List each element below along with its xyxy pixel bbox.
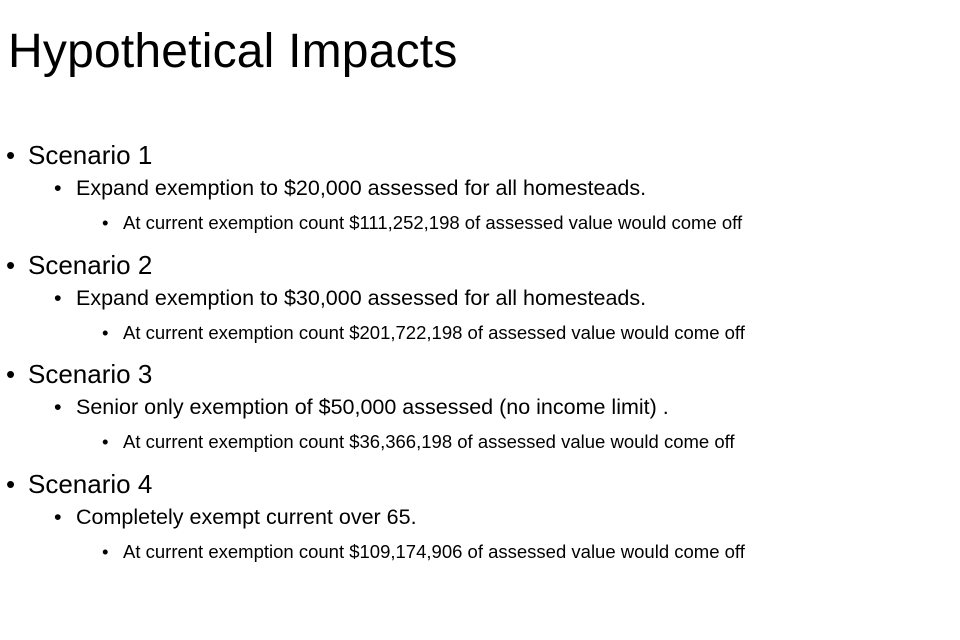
scenario-detail-text: Completely exempt current over 65. (76, 504, 417, 529)
scenario-impact (0, 431, 960, 467)
bullet-icon: • (54, 176, 62, 200)
scenario-heading-text: Scenario 1 (28, 140, 153, 170)
bullet-icon: • (6, 140, 16, 170)
scenario-3 (0, 359, 960, 469)
scenario-impact-text: At current exemption count $201,722,198 of assessed value would come off (123, 321, 745, 343)
scenario-impact (0, 541, 960, 577)
scenario-heading (0, 250, 960, 286)
bullet-icon: • (54, 395, 62, 419)
scenario-heading-text: Scenario 2 (28, 249, 153, 280)
bullet-icon: • (6, 359, 16, 389)
scenario-impact-text: At current exemption count $111,252,198 of assessed value would come off (123, 212, 743, 233)
bullet-icon: • (102, 321, 109, 343)
scenario-detail-text: Expand exemption to $30,000 assessed for all homesteads. (76, 285, 647, 310)
scenario-impact (0, 322, 960, 358)
scenario-detail (0, 505, 960, 541)
scenario-heading-text: Scenario 3 (28, 359, 153, 389)
scenario-1 (0, 140, 960, 250)
bullet-icon: • (102, 431, 109, 452)
scenario-detail (0, 395, 960, 431)
bullet-icon: • (102, 540, 109, 562)
bullet-icon: • (102, 212, 109, 233)
scenario-detail (0, 286, 960, 322)
bullet-icon: • (54, 504, 62, 529)
scenario-impact (0, 212, 960, 248)
scenario-detail (0, 176, 960, 212)
bullet-icon: • (6, 468, 16, 499)
bullet-icon: • (6, 249, 16, 280)
scenario-heading (0, 469, 960, 505)
scenario-impact-text: At current exemption count $36,366,198 of assessed value would come off (123, 431, 735, 452)
scenario-heading (0, 140, 960, 176)
bullet-icon: • (54, 285, 62, 310)
scenario-4 (0, 469, 960, 579)
scenario-detail-text: Senior only exemption of $50,000 assessed (no income limit) . (76, 395, 669, 419)
scenario-detail-text: Expand exemption to $20,000 assessed for all homesteads. (76, 176, 647, 200)
scenario-heading-text: Scenario 4 (28, 468, 153, 499)
scenario-impact-text: At current exemption count $109,174,906 of assessed value would come off (123, 540, 745, 562)
scenario-heading (0, 359, 960, 395)
scenario-2 (0, 250, 960, 360)
bullet-list (0, 140, 960, 578)
slide-title: Hypothetical Impacts (8, 25, 458, 78)
